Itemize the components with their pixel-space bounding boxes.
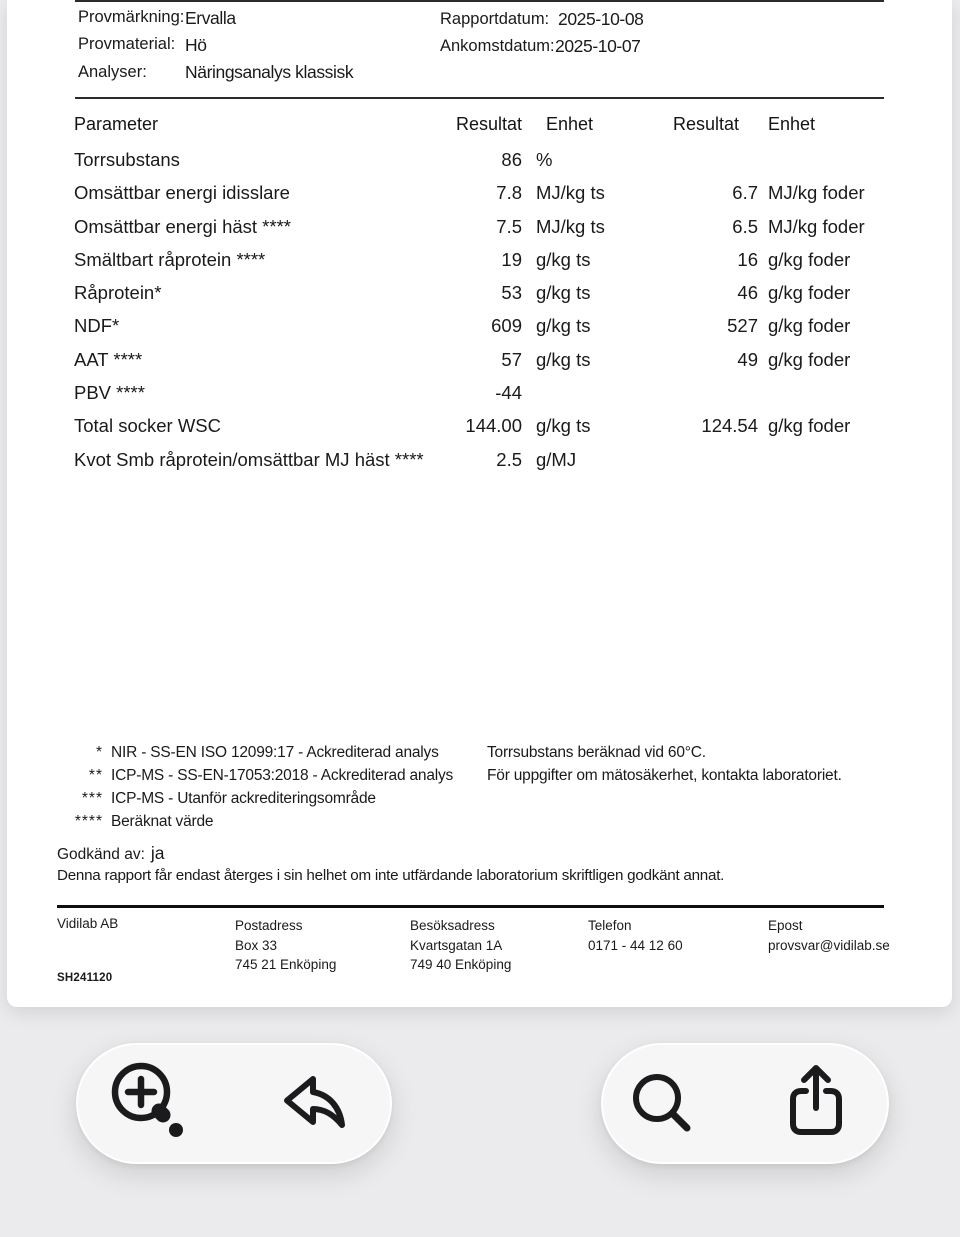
row-parameter: Omsättbar energi idisslare xyxy=(74,182,290,204)
footnote-stars: **** xyxy=(74,813,103,830)
provmarkning-label: Provmärkning: xyxy=(78,8,185,26)
row-result-ts: 86 xyxy=(501,149,522,170)
footer-col-line: 749 40 Enköping xyxy=(410,957,512,972)
provmaterial-value: Hö xyxy=(185,35,207,55)
footnotes xyxy=(57,741,453,833)
row-parameter: Råprotein* xyxy=(74,282,162,304)
row-unit-foder xyxy=(758,376,877,409)
row-unit-foder xyxy=(758,143,877,176)
row-unit-foder: g/kg foder xyxy=(768,415,851,437)
table-row xyxy=(74,243,884,276)
table-row xyxy=(74,176,884,209)
note-line: Torrsubstans beräknad vid 60°C. xyxy=(487,744,706,761)
row-unit-ts: g/kg ts xyxy=(536,315,591,337)
table-row xyxy=(74,443,884,476)
row-parameter: Total socker WSC xyxy=(74,415,222,437)
row-unit-foder xyxy=(758,443,877,476)
footer-col-line: Box 33 xyxy=(235,937,278,953)
results-table xyxy=(74,105,884,476)
company-name: Vidilab AB xyxy=(57,916,119,931)
row-result-foder xyxy=(666,443,758,476)
row-result-ts: 7.5 xyxy=(496,215,522,237)
report-page xyxy=(7,0,952,1007)
note-line: För uppgifter om mätosäkerhet, kontakta laboratoriet. xyxy=(487,767,842,784)
col-header-parameter: Parameter xyxy=(74,114,159,134)
row-result-foder: 16 xyxy=(737,248,758,270)
row-result-ts: -44 xyxy=(495,382,522,404)
row-result-ts: 2.5 xyxy=(496,448,522,470)
row-unit-ts xyxy=(522,376,666,409)
footer-col-title: Besöksadress xyxy=(410,918,495,933)
footnote-row xyxy=(57,810,453,833)
footnote-text: ICP-MS - SS-EN-17053:2018 - Ackrediterad analys xyxy=(111,767,454,784)
footnote-row xyxy=(57,787,453,810)
row-unit-ts: g/kg ts xyxy=(536,415,591,437)
zoom-in-button[interactable] xyxy=(106,1058,186,1142)
row-unit-foder: g/kg foder xyxy=(768,282,851,304)
table-row xyxy=(74,343,884,376)
footer-col-postadress xyxy=(235,916,336,975)
row-result-ts: 19 xyxy=(501,248,522,270)
zoom-in-icon xyxy=(106,1058,186,1142)
row-result-foder: 6.5 xyxy=(732,215,758,237)
row-unit-ts: MJ/kg ts xyxy=(536,182,605,204)
table-row xyxy=(74,409,884,442)
row-unit-ts: % xyxy=(536,149,553,170)
undo-icon xyxy=(275,1063,355,1143)
row-result-ts: 7.8 xyxy=(496,182,522,204)
row-unit-foder: g/kg foder xyxy=(768,315,851,337)
ankomstdatum-value: 2025-10-07 xyxy=(555,36,641,56)
footer-col-line: provsvar@vidilab.se xyxy=(768,937,890,953)
row-parameter: AAT **** xyxy=(74,348,143,370)
share-button[interactable] xyxy=(778,1058,854,1142)
footnote-text: Beräknat värde xyxy=(111,813,214,830)
analyser-label: Analyser: xyxy=(78,63,147,81)
footer-divider xyxy=(57,905,884,908)
footer-col-telefon xyxy=(588,916,683,955)
footer-col-title: Postadress xyxy=(235,918,303,933)
row-unit-foder: g/kg foder xyxy=(768,248,851,270)
footnote-text: NIR - SS-EN ISO 12099:17 - Ackrediterad analys xyxy=(111,744,439,761)
header-top-divider xyxy=(75,0,884,2)
results-table-header xyxy=(74,105,884,143)
table-row xyxy=(74,143,884,176)
row-unit-foder: g/kg foder xyxy=(768,348,851,370)
approval-label: Godkänd av: xyxy=(57,846,145,863)
row-unit-ts: g/MJ xyxy=(536,448,577,470)
footer-col-title: Epost xyxy=(768,918,803,933)
row-result-foder xyxy=(666,376,758,409)
row-result-ts: 609 xyxy=(491,315,522,337)
row-unit-ts: MJ/kg ts xyxy=(536,215,605,237)
footer-col-besoksadress xyxy=(410,916,511,975)
row-result-ts: 53 xyxy=(501,282,522,304)
row-unit-ts: g/kg ts xyxy=(536,248,591,270)
footnote-row xyxy=(57,741,453,764)
lab-notes xyxy=(487,741,842,787)
provmarkning-value: Ervalla xyxy=(185,8,236,28)
row-result-foder: 49 xyxy=(737,348,758,370)
approval-row xyxy=(57,843,165,865)
provmaterial-label: Provmaterial: xyxy=(78,35,176,53)
table-row xyxy=(74,276,884,309)
col-header-resultat-2: Resultat xyxy=(672,114,739,134)
footer-col-epost xyxy=(768,916,890,955)
search-button[interactable] xyxy=(626,1067,698,1139)
search-icon xyxy=(626,1067,698,1139)
col-header-enhet-2: Enhet xyxy=(768,114,816,134)
header-bottom-divider xyxy=(75,97,884,99)
row-unit-foder: MJ/kg foder xyxy=(768,215,865,237)
rapportdatum-label: Rapportdatum: xyxy=(440,10,550,28)
row-parameter: PBV **** xyxy=(74,382,145,404)
row-result-foder xyxy=(666,143,758,176)
row-unit-ts: g/kg ts xyxy=(536,348,591,370)
table-row xyxy=(74,210,884,243)
share-icon xyxy=(778,1058,854,1142)
row-parameter: Smältbart råprotein **** xyxy=(74,248,266,270)
row-parameter: Omsättbar energi häst **** xyxy=(74,215,291,237)
row-parameter: Torrsubstans xyxy=(74,149,180,170)
footnote-stars: *** xyxy=(81,790,103,807)
disclaimer-text: Denna rapport får endast återges i sin helhet om inte utfärdande laboratorium skriftligen godkänt annat. xyxy=(57,867,725,884)
table-row xyxy=(74,376,884,409)
row-result-ts: 144.00 xyxy=(465,415,522,437)
footer-col-line: 0171 - 44 12 60 xyxy=(588,937,683,953)
footer-col-line: 745 21 Enköping xyxy=(235,957,337,972)
table-row xyxy=(74,309,884,342)
document-id: SH241120 xyxy=(57,972,113,984)
undo-button[interactable] xyxy=(275,1063,355,1143)
approval-value: ja xyxy=(150,843,165,863)
row-result-ts: 57 xyxy=(501,348,522,370)
row-result-foder: 46 xyxy=(737,282,758,304)
footnote-stars: * xyxy=(95,744,103,761)
footer-col-line: Kvartsgatan 1A xyxy=(410,937,503,953)
row-unit-ts: g/kg ts xyxy=(536,282,591,304)
row-result-foder: 124.54 xyxy=(701,415,758,437)
row-result-foder: 6.7 xyxy=(732,182,758,204)
row-parameter: Kvot Smb råprotein/omsättbar MJ häst **** xyxy=(74,448,424,470)
row-parameter: NDF* xyxy=(74,315,120,337)
footer-col-title: Telefon xyxy=(588,918,632,933)
rapportdatum-value: 2025-10-08 xyxy=(558,9,644,29)
footnote-stars: ** xyxy=(88,767,103,784)
col-header-resultat-1: Resultat xyxy=(455,114,522,134)
footnote-row xyxy=(57,764,453,787)
row-result-foder: 527 xyxy=(727,315,758,337)
col-header-enhet-1: Enhet xyxy=(546,114,594,134)
footnote-text: ICP-MS - Utanför ackrediteringsområde xyxy=(111,790,376,807)
row-unit-foder: MJ/kg foder xyxy=(768,182,865,204)
ankomstdatum-label: Ankomstdatum: xyxy=(440,37,555,55)
analyser-value: Näringsanalys klassisk xyxy=(185,62,354,82)
